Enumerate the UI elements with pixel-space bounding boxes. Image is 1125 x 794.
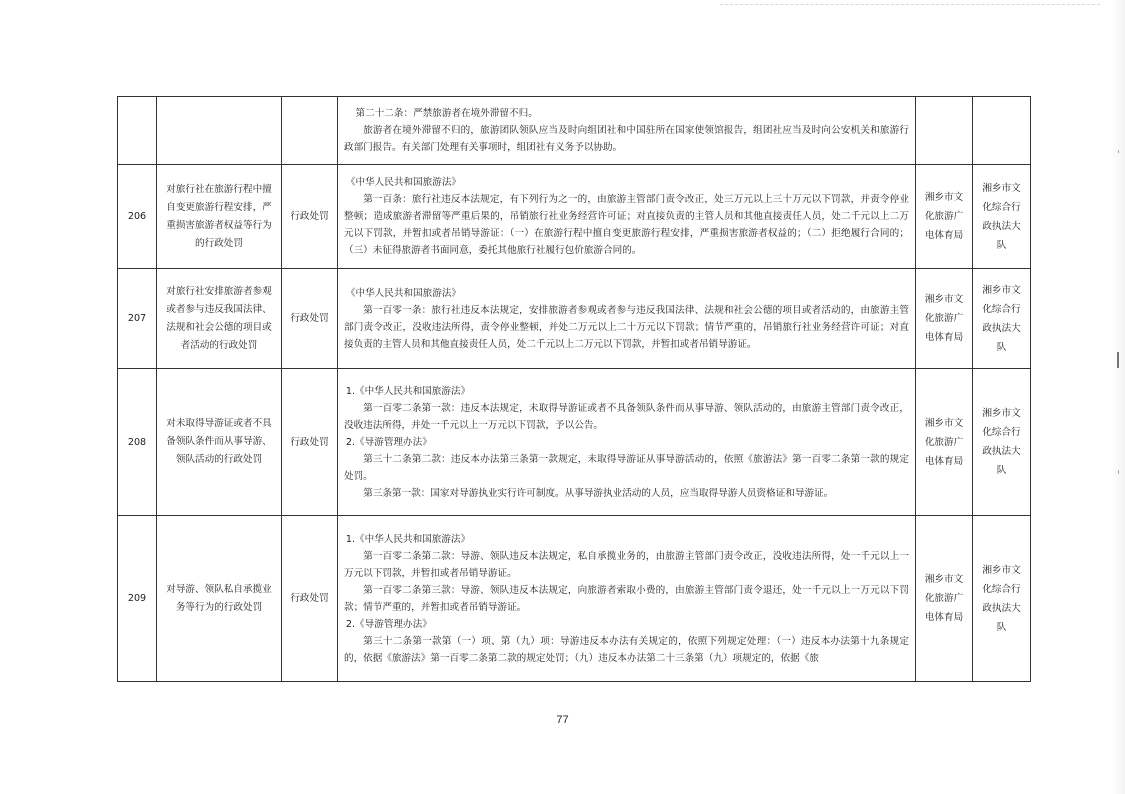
basis-heading: 1.《中华人民共和国旅游法》 [345, 533, 471, 545]
legal-basis [338, 165, 916, 269]
item-type: 行政处罚 [282, 369, 338, 516]
item-type [282, 97, 338, 165]
legal-basis [338, 269, 916, 369]
basis-paragraph: 第一百零二条第三款：导游、领队违反本法规定，向旅游者索取小费的，由旅游主管部门责令退还，处一千元以上一万元以下罚款；情节严重的，并暂扣或者吊销导游证。 [344, 584, 909, 613]
item-type: 行政处罚 [282, 269, 338, 369]
legal-basis [338, 97, 916, 165]
basis-heading: 2.《导游管理办法》 [345, 436, 432, 448]
legal-basis [338, 516, 916, 682]
enforcement-body: 湘乡市文化综合行政执法大队 [973, 165, 1031, 269]
basis-heading: 《中华人民共和国旅游法》 [345, 177, 462, 188]
scan-mark [1117, 352, 1119, 368]
row-number: 207 [118, 269, 157, 369]
row-number: 206 [118, 165, 157, 269]
item-name: 对导游、领队私自承揽业务等行为的行政处罚 [157, 516, 282, 682]
implementing-body: 湘乡市文化旅游广电体育局 [916, 516, 973, 682]
scan-edge-shadow [1111, 0, 1125, 794]
item-name: 对未取得导游证或者不具备领队条件而从事导游、领队活动的行政处罚 [157, 369, 282, 516]
item-name: 对旅行社安排旅游者参观或者参与违反我国法律、法规和社会公德的项目或者活动的行政处罚 [157, 269, 282, 369]
implementing-body: 湘乡市文化旅游广电体育局 [916, 269, 973, 369]
row-number: 208 [118, 369, 157, 516]
implementing-body: 湘乡市文化旅游广电体育局 [916, 369, 973, 516]
table-row [118, 97, 1031, 165]
scan-mark [1118, 470, 1119, 474]
basis-paragraph: 旅游者在境外滞留不归的，旅游团队领队应当及时向组团社和中国驻所在国家使领馆报告，组团社应当及时向公安机关和旅游行政部门报告。有关部门处理有关事项时，组团社有义务予以协助。 [344, 125, 909, 153]
basis-heading: 《中华人民共和国旅游法》 [345, 287, 462, 299]
enforcement-body: 湘乡市文化综合行政执法大队 [973, 516, 1031, 682]
legal-basis [338, 369, 916, 516]
item-name [157, 97, 282, 165]
enforcement-body [973, 97, 1031, 165]
basis-paragraph: 第三十二条第一款第（一）项、第（九）项：导游违反本办法有关规定的，依照下列规定处理：（一）违反本办法第十九条规定的，依据《旅游法》第一百零二条第二款的规定处罚；（九）违反本办法第二十三条第（九）项规定的，依据《旅 [344, 635, 909, 664]
scan-noise-top [720, 4, 1100, 6]
scan-mark [1118, 150, 1119, 153]
item-name: 对旅行社在旅游行程中擅自变更旅游行程安排，严重损害旅游者权益等行为的行政处罚 [157, 165, 282, 269]
enforcement-body: 湘乡市文化综合行政执法大队 [973, 269, 1031, 369]
implementing-body [916, 97, 973, 165]
basis-heading: 2.《导游管理办法》 [345, 618, 432, 630]
basis-paragraph: 第一百零二条第一款：违反本法规定，未取得导游证或者不具备领队条件而从事导游、领队活动的，由旅游主管部门责令改正，没收违法所得，并处一千元以上一万元以下罚款，予以公告。 [344, 402, 909, 431]
basis-paragraph: 第三十二条第二款：违反本办法第三条第一款规定，未取得导游证从事导游活动的，依照《旅游法》第一百零二条第一款的规定处罚。 [344, 453, 909, 482]
enforcement-table [117, 96, 1031, 682]
table-row [118, 516, 1031, 682]
implementing-body: 湘乡市文化旅游广电体育局 [916, 165, 973, 269]
basis-paragraph: 第一百零二条第二款：导游、领队违反本法规定，私自承揽业务的，由旅游主管部门责令改正，没收违法所得，处一千元以上一万元以下罚款，并暂扣或者吊销导游证。 [344, 550, 909, 579]
table-row [118, 269, 1031, 369]
page-number: 77 [556, 714, 569, 726]
basis-paragraph: 第一百零一条：旅行社违反本法规定，安排旅游者参观或者参与违反我国法律、法规和社会公德的项目或者活动的，由旅游主管部门责令改正，没收违法所得，责令停业整顿，并处二万元以上二十万元以下罚款；情节严重的，吊销旅行社业务经营许可证；对直接负责的主管人员和其他直接责任人员，处二千元以上二万元以下罚款，并暂扣或者吊销导游证。 [344, 304, 909, 350]
table-row [118, 369, 1031, 516]
row-number [118, 97, 157, 165]
basis-paragraph: 第二十二条：严禁旅游者在境外滞留不归。 [355, 108, 538, 119]
basis-paragraph: 第一百条：旅行社违反本法规定，有下列行为之一的，由旅游主管部门责令改正，处三万元以上三十万元以下罚款，并责令停业整顿；造成旅游者滞留等严重后果的，吊销旅行社业务经营许可证；对直接负责的主管人员和其他直接责任人员，处二千元以上二万元以下罚款，并暂扣或者吊销导游证：（一）在旅游行程中擅自变更旅游行程安排，严重损害旅游者权益的；（二）拒绝履行合同的；（三）未征得旅游者书面同意，委托其他旅行社履行包价旅游合同的。 [344, 194, 909, 256]
basis-paragraph: 第三条第一款：国家对导游执业实行许可制度。从事导游执业活动的人员，应当取得导游人员资格证和导游证。 [363, 487, 834, 499]
item-type: 行政处罚 [282, 516, 338, 682]
row-number: 209 [118, 516, 157, 682]
basis-heading: 1.《中华人民共和国旅游法》 [345, 385, 471, 397]
item-type: 行政处罚 [282, 165, 338, 269]
table-row [118, 165, 1031, 269]
enforcement-body: 湘乡市文化综合行政执法大队 [973, 369, 1031, 516]
